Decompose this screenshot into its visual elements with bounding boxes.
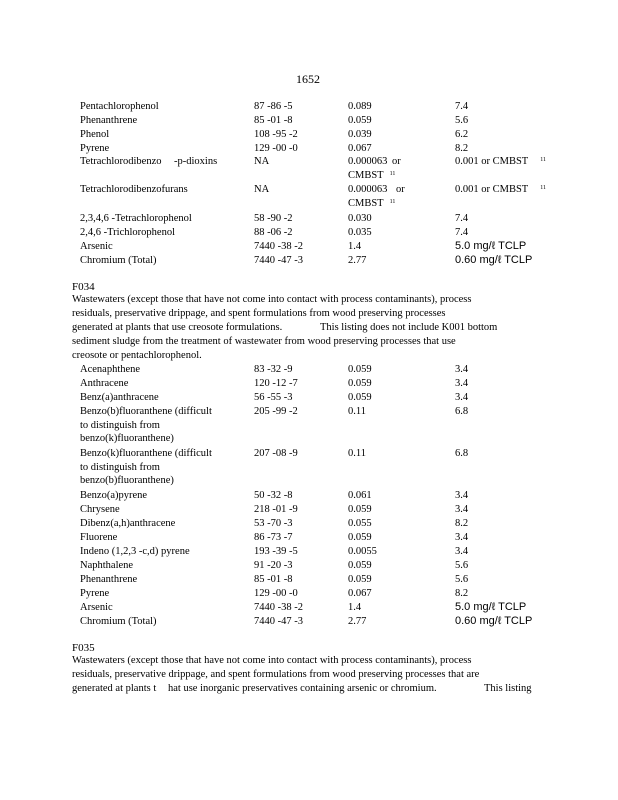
waste-description-line: Wastewaters (except those that have not come into contact with process contaminants), process bbox=[72, 294, 472, 305]
waste-description-line: creosote or pentachlorophenol. bbox=[72, 350, 202, 361]
cas-number: 50 -32 -8 bbox=[254, 490, 293, 501]
wastewater-standard-cont: CMBST $^{11}$ bbox=[348, 170, 396, 181]
wastewater-standard: 0.059 bbox=[348, 364, 372, 375]
table-row-benzo-k-fluoranthene bbox=[0, 448, 618, 462]
cas-number: 218 -01 -9 bbox=[254, 504, 298, 515]
constituent-name-cont: benzo(k)fluoranthene) bbox=[80, 433, 174, 444]
nonwastewater-standard: 6.2 bbox=[455, 129, 469, 140]
cas-number: 108 -95 -2 bbox=[254, 129, 298, 140]
constituent-name: Fluorene bbox=[80, 532, 118, 543]
cas-number: 56 -55 -3 bbox=[254, 392, 293, 403]
wastewater-standard: 0.059 bbox=[348, 115, 372, 126]
waste-description-line: This listing does not include K001 bottom bbox=[320, 322, 498, 333]
cas-number: 193 -39 -5 bbox=[254, 546, 298, 557]
wastewater-standard: 0.061 bbox=[348, 490, 372, 501]
wastewater-standard: 0.000063 bbox=[348, 184, 388, 195]
wastewater-standard: 2.77 bbox=[348, 255, 367, 266]
table-row bbox=[0, 490, 618, 504]
nonwastewater-standard: 0.001 or CMBST $^{11}$ bbox=[455, 184, 546, 195]
cas-number: NA bbox=[254, 184, 270, 195]
wastewater-standard: 0.11 bbox=[348, 406, 366, 417]
wastewater-or: or bbox=[392, 156, 401, 167]
constituent-name: Pyrene bbox=[80, 143, 110, 154]
waste-description-line: generated at plants that use creosote formulations. bbox=[72, 322, 283, 333]
table-row bbox=[0, 546, 618, 560]
wastewater-standard: 0.000063 bbox=[348, 156, 388, 167]
wastewater-standard: 0.030 bbox=[348, 213, 372, 224]
nonwastewater-standard: 7.4 bbox=[455, 101, 469, 112]
nonwastewater-standard: 8.2 bbox=[455, 143, 469, 154]
cas-number: 91 -20 -3 bbox=[254, 560, 293, 571]
cas-number: 7440 -38 -2 bbox=[254, 602, 303, 613]
table-row bbox=[0, 560, 618, 574]
wastewater-standard: 0.059 bbox=[348, 574, 372, 585]
wastewater-standard: 0.067 bbox=[348, 588, 372, 599]
nonwastewater-standard: 5.6 bbox=[455, 574, 469, 585]
constituent-name-suffix: -p-dioxins bbox=[174, 156, 218, 167]
page-number: 1652 bbox=[296, 72, 320, 86]
table-row bbox=[0, 392, 618, 406]
cas-number: 120 -12 -7 bbox=[254, 378, 298, 389]
waste-description-line: residuals, preservative drippage, and spent formulations from wood preserving processes that are bbox=[72, 669, 480, 680]
cas-number: 7440 -47 -3 bbox=[254, 616, 303, 627]
waste-description-line: residuals, preservative drippage, and spent formulations from wood preserving processes bbox=[72, 308, 446, 319]
waste-code-f035: F035 bbox=[72, 642, 95, 654]
cas-number: 53 -70 -3 bbox=[254, 518, 293, 529]
footnote-ref: 11 bbox=[540, 157, 546, 163]
nonwastewater-standard: 7.4 bbox=[455, 227, 469, 238]
table-row bbox=[0, 616, 618, 630]
constituent-name: Benzo(a)pyrene bbox=[80, 490, 148, 501]
cas-number: 87 -86 -5 bbox=[254, 101, 293, 112]
constituent-name: Anthracene bbox=[80, 378, 129, 389]
wastewater-standard: 0.059 bbox=[348, 560, 372, 571]
nonwastewater-standard: 5.6 bbox=[455, 115, 469, 126]
nonwastewater-standard: 6.8 bbox=[455, 448, 469, 459]
constituent-name-cont: to distinguish from bbox=[80, 420, 160, 431]
constituent-name: Arsenic bbox=[80, 602, 113, 613]
nonwastewater-standard: 3.4 bbox=[455, 504, 469, 515]
wastewater-standard: 0.089 bbox=[348, 101, 372, 112]
wastewater-standard: 0.035 bbox=[348, 227, 372, 238]
wastewater-standard: 0.059 bbox=[348, 378, 372, 389]
cas-number: 205 -99 -2 bbox=[254, 406, 298, 417]
wastewater-standard: 1.4 bbox=[348, 602, 362, 613]
nonwastewater-standard: 0.60 mg/ℓ TCLP bbox=[455, 615, 533, 627]
table-row bbox=[0, 213, 618, 227]
nonwastewater-standard: 3.4 bbox=[455, 490, 469, 501]
nonwastewater-standard: 3.4 bbox=[455, 364, 469, 375]
nonwastewater-standard: 7.4 bbox=[455, 213, 469, 224]
table-row bbox=[0, 602, 618, 616]
nonwastewater-standard: 3.4 bbox=[455, 378, 469, 389]
table-row bbox=[0, 255, 618, 269]
table-row bbox=[0, 504, 618, 518]
nonwastewater-standard: 3.4 bbox=[455, 532, 469, 543]
table-row bbox=[0, 143, 618, 157]
constituent-name: Acenaphthene bbox=[80, 364, 141, 375]
constituent-name: Benz(a)anthracene bbox=[80, 392, 159, 403]
waste-description-line: This listing bbox=[484, 683, 532, 694]
wastewater-standard: 0.059 bbox=[348, 504, 372, 515]
constituent-name: Benzo(b)fluoranthene (difficult bbox=[80, 406, 212, 417]
table-row-dioxins bbox=[0, 156, 618, 170]
table-row bbox=[0, 532, 618, 546]
constituent-name-cont: to distinguish from bbox=[80, 462, 160, 473]
nonwastewater-standard: 8.2 bbox=[455, 588, 469, 599]
table-row bbox=[0, 227, 618, 241]
cas-number: 7440 -38 -2 bbox=[254, 241, 303, 252]
constituent-name-cont: benzo(b)fluoranthene) bbox=[80, 475, 174, 486]
nonwastewater-standard: 3.4 bbox=[455, 392, 469, 403]
nonwastewater-standard: 0.60 mg/ℓ TCLP bbox=[455, 254, 533, 266]
table-row bbox=[0, 241, 618, 255]
waste-code-f034: F034 bbox=[72, 281, 95, 293]
cas-number: 85 -01 -8 bbox=[254, 574, 293, 585]
wastewater-standard-cont: CMBST $^{11}$ bbox=[348, 198, 396, 209]
constituent-name: Arsenic bbox=[80, 241, 113, 252]
table-row bbox=[0, 588, 618, 602]
table-row bbox=[0, 115, 618, 129]
nonwastewater-standard: 6.8 bbox=[455, 406, 469, 417]
cas-number: 86 -73 -7 bbox=[254, 532, 293, 543]
table-row-benzo-b-fluoranthene bbox=[0, 406, 618, 420]
wastewater-standard: 0.039 bbox=[348, 129, 372, 140]
nonwastewater-standard: 0.001 or CMBST $^{11}$ bbox=[455, 156, 546, 167]
constituent-name: Tetrachlorodibenzo bbox=[80, 156, 162, 167]
footnote-ref: 11 bbox=[540, 185, 546, 191]
cas-number: 207 -08 -9 bbox=[254, 448, 298, 459]
wastewater-standard: 0.067 bbox=[348, 143, 372, 154]
waste-description-line: Wastewaters (except those that have not come into contact with process contaminants), process bbox=[72, 655, 472, 666]
footnote-ref: 11 bbox=[389, 171, 396, 177]
wastewater-standard: 0.11 bbox=[348, 448, 366, 459]
table-row bbox=[0, 129, 618, 143]
wastewater-standard: 2.77 bbox=[348, 616, 367, 627]
cas-number: 129 -00 -0 bbox=[254, 588, 298, 599]
constituent-name: Phenanthrene bbox=[80, 115, 138, 126]
constituent-name: Pentachlorophenol bbox=[80, 101, 159, 112]
cas-number: 129 -00 -0 bbox=[254, 143, 298, 154]
table-row bbox=[0, 574, 618, 588]
table-row bbox=[0, 518, 618, 532]
cas-number: 7440 -47 -3 bbox=[254, 255, 303, 266]
nonwastewater-standard: 5.6 bbox=[455, 560, 469, 571]
waste-description-line: hat use inorganic preservatives containing arsenic or chromium. bbox=[168, 683, 437, 694]
wastewater-standard: 1.4 bbox=[348, 241, 362, 252]
wastewater-standard: 0.059 bbox=[348, 392, 372, 403]
cas-number: 58 -90 -2 bbox=[254, 213, 293, 224]
constituent-name: Chromium (Total) bbox=[80, 616, 157, 627]
table-row bbox=[0, 364, 618, 378]
nonwastewater-standard: 3.4 bbox=[455, 546, 469, 557]
nonwastewater-standard: 5.0 mg/ℓ TCLP bbox=[455, 601, 527, 613]
constituent-name: Pyrene bbox=[80, 588, 110, 599]
constituent-name: Indeno (1,2,3 -c,d) pyrene bbox=[80, 546, 190, 557]
wastewater-or: or bbox=[396, 184, 405, 195]
nonwastewater-standard: 5.0 mg/ℓ TCLP bbox=[455, 240, 527, 252]
table-row bbox=[0, 101, 618, 115]
constituent-name: 2,4,6 -Trichlorophenol bbox=[80, 227, 175, 238]
constituent-name: 2,3,4,6 -Tetrachlorophenol bbox=[80, 213, 192, 224]
wastewater-standard: 0.055 bbox=[348, 518, 372, 529]
cas-number: 85 -01 -8 bbox=[254, 115, 293, 126]
table-row-furans bbox=[0, 184, 618, 198]
table-row bbox=[0, 378, 618, 392]
constituent-name: Benzo(k)fluoranthene (difficult bbox=[80, 448, 212, 459]
cas-number: NA bbox=[254, 156, 270, 167]
constituent-name: Chrysene bbox=[80, 504, 120, 515]
constituent-name: Dibenz(a,h)anthracene bbox=[80, 518, 176, 529]
nonwastewater-standard: 8.2 bbox=[455, 518, 469, 529]
constituent-name: Tetrachlorodibenzofurans bbox=[80, 184, 188, 195]
constituent-name: Chromium (Total) bbox=[80, 255, 157, 266]
wastewater-standard: 0.059 bbox=[348, 532, 372, 543]
wastewater-standard: 0.0055 bbox=[348, 546, 377, 557]
footnote-ref: 11 bbox=[389, 199, 396, 205]
constituent-name: Phenol bbox=[80, 129, 110, 140]
waste-description-line: generated at plants t bbox=[72, 683, 157, 694]
cas-number: 83 -32 -9 bbox=[254, 364, 293, 375]
constituent-name: Naphthalene bbox=[80, 560, 134, 571]
waste-description-line: sediment sludge from the treatment of wastewater from wood preserving processes that use bbox=[72, 336, 456, 347]
constituent-name: Phenanthrene bbox=[80, 574, 138, 585]
cas-number: 88 -06 -2 bbox=[254, 227, 293, 238]
